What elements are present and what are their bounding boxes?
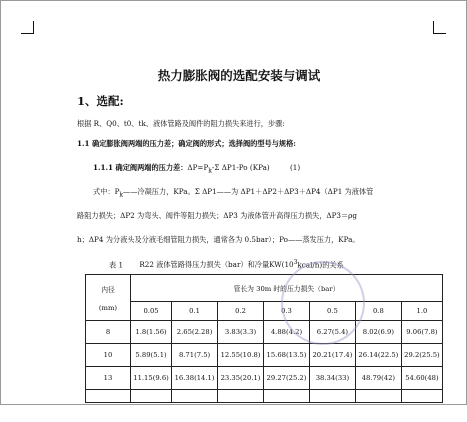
section-heading-1: 1、选配: [77,94,124,108]
table-subheader: 0.05 [131,302,172,321]
table-subheader: 0.1 [172,302,218,321]
table-cell: 11.15(9.6) [131,367,172,390]
table-cell: 2.65(2.28) [172,321,218,344]
table-cell: 12.55(10.8) [218,344,264,367]
table-row [86,321,443,344]
table-cell: 8.02(6.9) [355,321,401,344]
table-cell [264,390,310,403]
formula-label: 1.1.1 确定阀两端的压力差： [93,163,188,172]
table-cell: 20.21(17.4) [309,344,355,367]
table-cell: 23.35(20.1) [218,367,264,390]
formula-number: (1) [289,163,301,172]
table-cell: 38.34(33) [309,367,355,390]
where-text: 式中：P [93,187,120,196]
table-cell-diameter: 8 [86,321,131,344]
formula-rest: -Σ ΔP1-Po (KPa) [211,163,270,172]
document-title: 热力膨胀阀的选配安装与调试 [157,68,321,83]
table-caption-sup: 3 [293,259,298,266]
table-cell: 1.8(1.56) [131,321,172,344]
table-group-header: 管长为 30m 时的压力损失（bar） [131,275,443,302]
table-caption-end: kcal/h)的关系 [297,260,344,270]
table-cell: 26.14(22.5) [355,344,401,367]
where-sub: k [119,191,124,199]
table-cell [401,390,442,403]
paragraph-where-1 [93,187,373,198]
crop-mark-top-left [21,21,34,34]
table-cell-diameter: 10 [86,344,131,367]
formula-main: ΔP=P [187,163,209,172]
table-subheader: 0.2 [218,302,264,321]
table-caption-prefix: 表 1 [109,260,124,270]
table-cell: 6.27(5.4) [309,321,355,344]
table-cell: 16.38(14.1) [172,367,218,390]
table-cell: 15.68(13.5) [264,344,310,367]
table-subheader: 0.5 [309,302,355,321]
paragraph-where-2: 路阻力损失；ΔP2 为弯头、阀件等阻力损失；ΔP3 为液体管升高得压力损失，ΔP3＝ρg [77,211,358,220]
table-cell-diameter: 13 [86,367,131,390]
diameter-header-line2: (mm) [98,303,118,312]
formula-sub: k [208,167,212,175]
table-subheader: 0.3 [264,302,310,321]
table-cell [218,390,264,403]
table-cell: 4.88(4.2) [264,321,310,344]
formula-line [93,163,300,174]
table-cell: 3.83(3.3) [218,321,264,344]
table-cell: 29.27(25.2) [264,367,310,390]
subsection-heading-1-1: 1.1 确定膨胀阀两端的压力差；确定阀的形式；选择阀的型号与规格: [77,139,296,148]
paragraph-intro: 根据 R、Q0、t0、tk、液体管路及阀件的阻力损失来进行，步骤: [77,119,285,128]
table-subheader: 0.8 [355,302,401,321]
table-cell: 5.89(5.1) [131,344,172,367]
table-row [86,344,443,367]
table-cell: 8.71(7.5) [172,344,218,367]
where-rest: ——冷凝压力，KPa。Σ ΔP1——为 ΔP1＋ΔP2＋ΔP3＋ΔP4（ΔP1 为液体管 [123,187,374,196]
table-cell: 48.79(42) [355,367,401,390]
table-caption-text: R22 液体管路得压力损失（bar）和冷量KW(10 [139,260,294,270]
table-cell: 29.2(25.5) [401,344,442,367]
table-cell [355,390,401,403]
crop-mark-top-right [433,21,446,34]
diameter-header-line1: 内径 [101,285,115,294]
paragraph-where-3: h；ΔP4 为分液头及分液毛细管阻力损失，通常各为 0.5bar）；Po——蒸发压力，KPa。 [77,235,360,244]
table-header-diameter [86,275,131,321]
table-cell: 9.06(7.8) [401,321,442,344]
table-cell: 54.60(48) [401,367,442,390]
table-subheader: 1.0 [401,302,442,321]
table-cell [309,390,355,403]
